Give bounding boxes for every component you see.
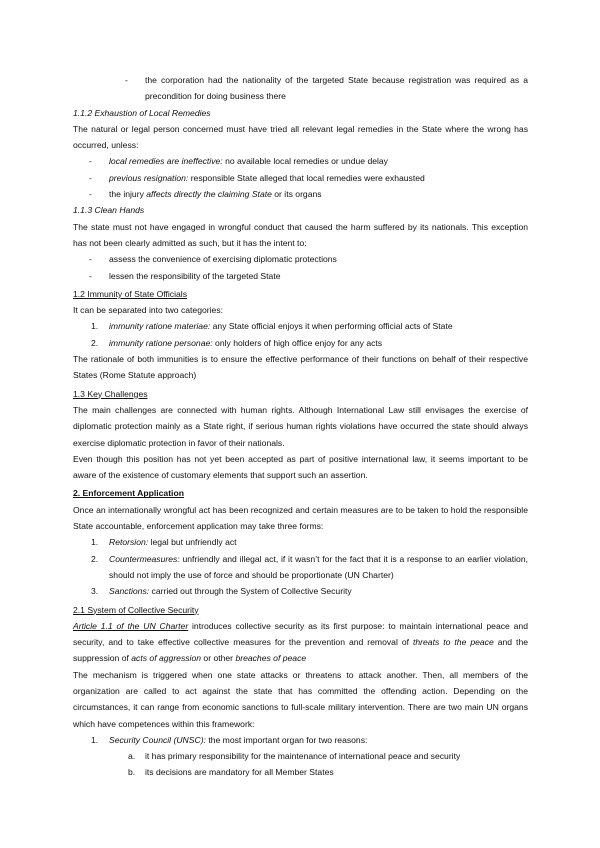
list-item-text: no available local remedies or undue delay [222,156,388,167]
list-item [73,186,528,202]
list-item [73,583,528,599]
list-number: 3. [91,586,99,597]
list-item-text: legal but unfriendly act [148,537,237,548]
list-item-term: immunity ratione personae: [109,337,213,348]
list-item-text: it has primary responsibility for the maintenance of international peace and security [145,751,461,762]
list-item-text: assess the convenience of exercising diplomatic protections [109,254,337,265]
emphasis: acts of aggression [131,653,202,664]
list-item-term: local remedies are ineffective: [109,156,223,167]
paragraph: Article 1.1 of the UN Charter introduces collective security as its first purpose: to maintain international peace and security, and to take effective collective measures for the prevention and removal of threats to the peace and the suppression of acts of aggression or other breaches of peace [73,620,529,664]
list-item [73,318,528,334]
list-number: 2. [91,553,99,564]
list-number: 2. [91,337,99,348]
emphasis: breaches of peace [235,653,307,664]
dash-bullet: - [89,189,92,200]
dash-bullet: - [89,270,92,281]
list-item-text: the injury [109,189,147,200]
section-heading-2-1: 2.1 System of Collective Security [73,604,199,615]
paragraph: Once an internationally wrongful act has been recognized and certain measures are to be taken to hold the responsible State accountable, enforcement application may take three forms: [73,504,528,532]
list-item-term: immunity ratione materiae: [109,321,211,332]
list-item [73,335,528,351]
list-item [73,764,528,780]
list-item [73,748,528,764]
paragraph: The main challenges are connected with human rights. Although International Law still envisages the exercise of diplomatic protection mainly as a State right, if serious human rights violations have occurred the state should always exercise diplomatic protection in favor of their nationals. [73,404,528,448]
section-heading-2: 2. Enforcement Application [73,488,184,499]
list-item-term: Countermeasures: [109,553,180,564]
list-item [73,251,528,267]
list-item-term: previous resignation: [109,172,189,183]
section-heading-1-1-3: 1.1.3 Clean Hands [73,205,145,216]
list-item-text: carried out through the System of Collective Security [149,586,352,597]
list-item [73,551,528,584]
list-item-text: only holders of high office enjoy for any acts [212,337,383,348]
paragraph: Even though this position has not yet been accepted as part of positive international law, it seems important to be aware of the existence of customary elements that support such an assertion. [73,453,528,481]
list-item-text: its decisions are mandatory for all Member States [145,767,334,778]
paragraph: It can be separated into two categories: [73,305,224,316]
list-number: 1. [91,537,99,548]
list-number: 1. [91,734,99,745]
dash-bullet: - [89,172,92,183]
dash-bullet: - [89,254,92,265]
list-item [73,534,528,550]
list-item-text: unfriendly and illegal act, if it wasn’t for the fact that it is a response to an earlier violation, should not imply the use of force and should be proportionate (UN Charter) [109,553,528,580]
dash-bullet: - [89,156,92,167]
paragraph: The natural or legal person concerned must have tried all relevant legal remedies in the State where the wrong has occurred, unless: [73,123,528,151]
list-item-term: Sanctions: [109,586,150,597]
list-item [73,170,528,186]
paragraph: The state must not have engaged in wrongful conduct that caused the harm suffered by its nationals. This exception has not been clearly admitted as such, but it has the intent to: [73,221,528,248]
paragraph: The rationale of both immunities is to ensure the effective performance of their functions on behalf of their respective States (Rome Statute approach) [73,354,528,381]
list-item-text: lessen the responsibility of the targeted State [109,270,281,281]
list-item-term: affects directly the claiming State [146,189,272,200]
paragraph: The mechanism is triggered when one state attacks or threatens to attack another. Then, all members of the organization are called to act against the state that has committed the offending action. Depending on the circumstances, it can range from economic sanctions to full-scale military intervention. There are two main UN organs which have competences within this framework: [73,669,528,729]
list-letter: a. [128,751,136,762]
section-heading-1-1-2: 1.1.2 Exhaustion of Local Remedies [73,107,211,118]
list-item [73,153,528,169]
list-item-text: responsible State alleged that local remedies were exhausted [188,172,425,183]
section-heading-1-3: 1.3 Key Challenges [73,388,148,399]
list-item-text: any State official enjoys it when performing official acts of State [210,321,453,332]
list-item-text: or its organs [271,189,322,200]
list-item-text: the most important organ for two reasons: [205,734,368,745]
list-item [73,72,528,105]
emphasis: threats to the peace [413,637,494,648]
list-item-term: Retorsion: [109,537,149,548]
list-number: 1. [91,321,99,332]
list-item-term: Security Council (UNSC): [109,734,206,745]
document-page [73,72,528,781]
list-item-text: the corporation had the nationality of the targeted State because registration was required as a precondition for doing business there [145,75,528,102]
dash-bullet: - [125,75,128,85]
section-heading-1-2: 1.2 Immunity of State Officials [73,288,187,299]
list-letter: b. [128,767,136,778]
list-item [73,732,528,748]
article-reference: Article 1.1 of the UN Charter [73,620,189,631]
list-item [73,268,528,284]
